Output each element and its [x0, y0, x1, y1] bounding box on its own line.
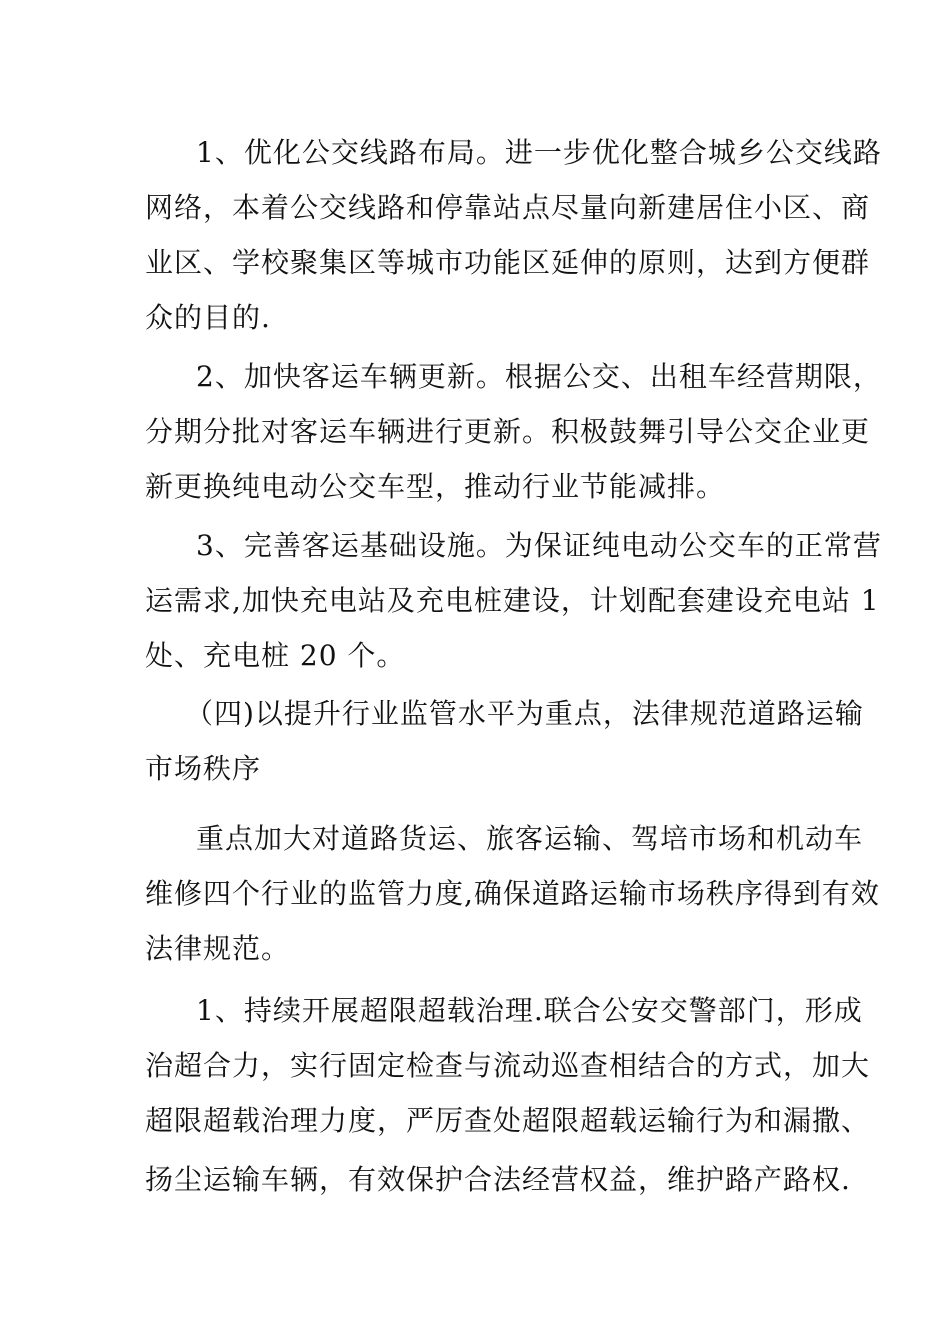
paragraph-line: 网络，本着公交线路和停靠站点尽量向新建居住小区、商	[145, 191, 871, 224]
paragraph-line: 分期分批对客运车辆进行更新。积极鼓舞引导公交企业更	[145, 415, 871, 448]
paragraph-line: 2、加快客运车辆更新。根据公交、出租车经营期限，	[196, 360, 882, 393]
paragraph-line: 运需求,加快充电站及充电桩建设，计划配套建设充电站 1	[145, 584, 880, 617]
paragraph-line: 扬尘运输车辆，有效保护合法经营权益，维护路产路权.	[145, 1163, 851, 1196]
paragraph-line: 新更换纯电动公交车型，推动行业节能减排。	[145, 470, 726, 503]
paragraph-line: 3、完善客运基础设施。为保证纯电动公交车的正常营	[196, 529, 882, 562]
paragraph-line: 维修四个行业的监管力度,确保道路运输市场秩序得到有效	[145, 877, 880, 910]
paragraph-line: 重点加大对道路货运、旅客运输、驾培市场和机动车	[196, 822, 864, 855]
paragraph-line: 1、持续开展超限超载治理.联合公安交警部门，形成	[196, 994, 863, 1027]
paragraph-line: 治超合力，实行固定检查与流动巡查相结合的方式，加大	[145, 1049, 871, 1082]
paragraph-line: 法律规范。	[145, 932, 291, 965]
paragraph-line: 业区、学校聚集区等城市功能区延伸的原则，达到方便群	[145, 246, 871, 279]
section-heading: 市场秩序	[145, 752, 262, 785]
paragraph-line: 超限超载治理力度，严厉查处超限超载运输行为和漏撒、	[145, 1104, 871, 1137]
paragraph-line: 1、优化公交线路布局。进一步优化整合城乡公交线路	[196, 136, 882, 169]
section-heading: （四)以提升行业监管水平为重点，法律规范道路运输	[185, 697, 864, 730]
paragraph-line: 处、充电桩 20 个。	[145, 639, 406, 672]
paragraph-line: 众的目的.	[145, 301, 271, 334]
